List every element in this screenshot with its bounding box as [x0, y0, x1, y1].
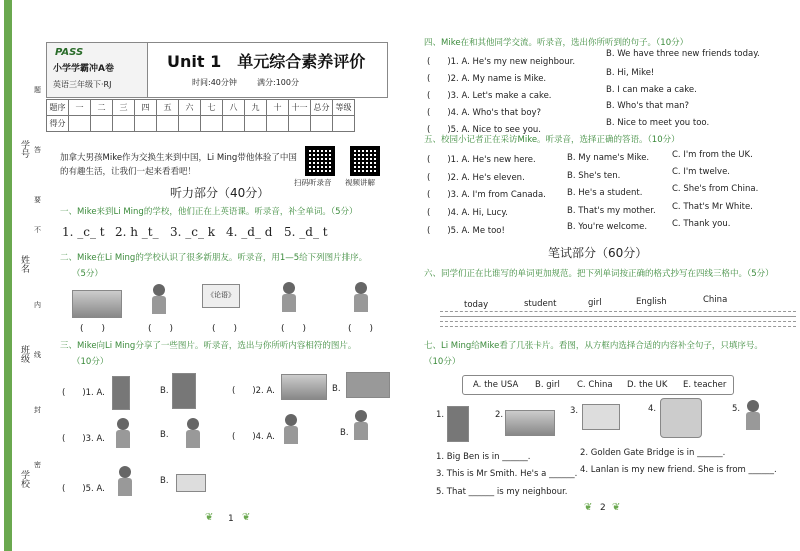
word-girl: girl [588, 298, 602, 308]
binding-strip [4, 0, 12, 551]
q7-sentence-1[interactable]: 1. Big Ben is in ______. [436, 452, 531, 462]
score-cell[interactable] [91, 116, 113, 132]
q3-score: （10分） [72, 357, 109, 367]
q7-option-box [462, 375, 734, 395]
q3-item-3a[interactable]: ( )3. A. [62, 434, 105, 444]
q7-sentence-5[interactable]: 5. That ______ is my neighbour. [436, 487, 568, 497]
picture-big-ben [172, 373, 196, 409]
score-cell[interactable] [289, 116, 311, 132]
q3-item-3b: B. [160, 430, 169, 440]
q1-item-4: 4. _d_ d [226, 225, 273, 239]
q5-item-5a[interactable]: ( )5. A. Me too! [427, 226, 505, 236]
leaf-icon: ❦ [205, 512, 214, 523]
score-header-cell: 十 [267, 100, 289, 116]
q5-title: 五、校园小记者正在采访Mike。听录音，选择正确的答语。（10分） [424, 135, 680, 145]
picture-girl [150, 284, 168, 314]
q4-item-1b: B. We have three new friends today. [606, 49, 760, 59]
side-label-class: 班级 [19, 345, 29, 363]
q3-item-2a[interactable]: ( )2. A. [232, 386, 275, 396]
q3-item-1a[interactable]: ( )1. A. [62, 388, 105, 398]
score-header-cell: 六 [179, 100, 201, 116]
exam-header [46, 42, 388, 98]
picture-student [184, 418, 202, 448]
q6-title: 六、同学们正在比谁写的单词更加规范。把下列单词按正确的格式抄写在四线三格中。（5分） [424, 269, 774, 279]
q7-num-3: 3. [570, 406, 579, 416]
q3-title: 三、Mike向Li Ming分享了一些图片。听录音，选出与你所听内容相符的图片。 [60, 341, 357, 351]
picture-big-ben [447, 406, 469, 442]
q4-item-3b: B. I can make a cake. [606, 85, 697, 95]
q5-item-4c: C. That's Mr White. [672, 202, 753, 212]
side-mark: 不 [34, 226, 41, 234]
q7-num-5: 5. [732, 404, 741, 414]
side-mark: 答 [34, 146, 41, 154]
score-header-cell: 等级 [333, 100, 355, 116]
option-d: D. the UK [627, 380, 668, 390]
score-header-cell: 总分 [311, 100, 333, 116]
q5-item-5c: C. Thank you. [672, 219, 731, 229]
pass-logo: PASS [55, 47, 84, 58]
written-section-title: 笔试部分（60分） [548, 246, 648, 260]
q2-answer-5[interactable]: ( ) [348, 324, 374, 334]
q1-item-2: 2. h _t_ [115, 225, 159, 239]
q1-item-1: 1. _c_ t [62, 225, 105, 239]
q4-title: 四、Mike在和其他同学交流。听录音，选出你所听到的句子。（10分） [424, 38, 689, 48]
picture-woman [352, 282, 370, 312]
qr-code-icon[interactable] [305, 146, 335, 176]
score-header-cell: 八 [223, 100, 245, 116]
q5-item-4b: B. That's my mother. [567, 206, 656, 216]
qr-code-icon[interactable] [350, 146, 380, 176]
q3-item-4a[interactable]: ( )4. A. [232, 432, 275, 442]
listening-section-title: 听力部分（40分） [170, 186, 270, 200]
score-cell[interactable] [223, 116, 245, 132]
q1-title: 一、Mike来到Li Ming的学校，他们正在上英语课。听录音，补全单词。（5分） [60, 207, 358, 217]
option-b: B. girl [535, 380, 560, 390]
q4-item-4b: B. Who's that man? [606, 101, 690, 111]
score-header-cell: 四 [135, 100, 157, 116]
picture-teacher [116, 466, 134, 496]
score-cell[interactable] [157, 116, 179, 132]
q3-item-2b: B. [332, 384, 341, 394]
q4-item-5b: B. Nice to meet you too. [606, 118, 710, 128]
side-mark: 内 [34, 301, 41, 309]
picture-china-map [660, 398, 702, 438]
word-student: student [524, 299, 557, 309]
picture-woman [282, 414, 300, 444]
q5-item-3b: B. He's a student. [567, 188, 643, 198]
q4-item-1a[interactable]: ( )1. A. He's my new neighbour. [427, 57, 576, 67]
q7-title: 七、Li Ming给Mike看了几张卡片。看图，从方框内选择合适的内容补全句子，只填序号。（10分） [424, 341, 763, 367]
q2-answer-4[interactable]: ( ) [281, 324, 307, 334]
score-cell[interactable] [311, 116, 333, 132]
leaf-icon: ❦ [584, 502, 593, 513]
picture-teacher [280, 282, 298, 312]
q2-score: （5分） [72, 269, 103, 279]
writing-line[interactable] [440, 326, 796, 327]
q3-item-4b: B. [340, 428, 349, 438]
time-limit: 时间:40分钟 [192, 78, 237, 87]
full-score: 满分:100分 [257, 78, 299, 87]
q7-sentence-3[interactable]: 3. This is Mr Smith. He's a ______. [436, 469, 578, 479]
q4-item-5a[interactable]: ( )5. A. Nice to see you. [427, 125, 541, 135]
grade-label: 英语三年级下·RJ [53, 80, 112, 89]
side-label-student-number: 学号 [19, 140, 29, 158]
picture-girl [744, 400, 762, 430]
picture-book [202, 284, 240, 308]
q5-item-5b: B. You're welcome. [567, 222, 648, 232]
score-header-cell: 题序 [47, 100, 69, 116]
option-a: A. the USA [473, 380, 519, 390]
page-number-2: 2 [600, 503, 606, 513]
score-header-cell: 三 [113, 100, 135, 116]
writing-line[interactable] [440, 321, 796, 322]
score-cell[interactable] [267, 116, 289, 132]
leaf-icon: ❦ [242, 512, 251, 523]
side-mark: 题 [34, 86, 41, 94]
word-english: English [636, 297, 667, 307]
word-china: China [703, 295, 728, 305]
series-box [47, 43, 148, 97]
q2-title: 二、Mike在Li Ming的学校认识了很多新朋友。听录音，用1—5给下列图片排序。 [60, 253, 368, 263]
q4-item-2b: B. Hi, Mike! [606, 68, 655, 78]
q5-item-2a[interactable]: ( )2. A. He's eleven. [427, 173, 525, 183]
q7-sentence-2[interactable]: 2. Golden Gate Bridge is in ______. [580, 448, 726, 458]
score-header-cell: 一 [69, 100, 91, 116]
q1-item-5: 5. _d_ t [284, 225, 328, 239]
q2-answer-3[interactable]: ( ) [212, 324, 238, 334]
picture-great-wall [346, 372, 390, 398]
picture-golden-gate [505, 410, 555, 436]
picture-golden-gate [72, 290, 122, 318]
q5-item-2b: B. She's ten. [567, 171, 621, 181]
q5-item-4a[interactable]: ( )4. A. Hi, Lucy. [427, 208, 508, 218]
score-row-label: 得分 [47, 116, 69, 132]
q5-item-3c: C. She's from China. [672, 184, 759, 194]
q2-answer-2[interactable]: ( ) [148, 324, 174, 334]
q4-item-4a[interactable]: ( )4. A. Who's that boy? [427, 108, 542, 118]
score-table [46, 99, 355, 132]
writing-line[interactable] [440, 316, 796, 317]
writing-line[interactable] [440, 311, 796, 312]
series-name: 小学学霸冲A卷 [53, 64, 114, 74]
q7-sentence-4[interactable]: 4. Lanlan is my new friend. She is from ______. [580, 465, 777, 475]
q5-item-1a[interactable]: ( )1. A. He's new here. [427, 155, 536, 165]
picture-girl [114, 418, 132, 448]
book-title: 《论语》 [207, 291, 235, 299]
score-cell[interactable] [69, 116, 91, 132]
picture-tower [112, 376, 130, 410]
leaf-icon: ❦ [612, 502, 621, 513]
score-cell[interactable] [333, 116, 355, 132]
score-header-cell: 五 [157, 100, 179, 116]
q4-item-3a[interactable]: ( )3. A. Let's make a cake. [427, 91, 552, 101]
q5-item-2c: C. I'm twelve. [672, 167, 731, 177]
intro-text: 加拿大男孩Mike作为交换生来到中国，Li Ming带他体验了中国的有趣生活，让我们一起来看看吧！ [60, 153, 297, 177]
score-cell[interactable] [201, 116, 223, 132]
q2-answer-1[interactable]: ( ) [80, 324, 106, 334]
score-cell[interactable] [113, 116, 135, 132]
q3-item-1b: B. [160, 386, 169, 396]
q7-num-2: 2. [495, 410, 504, 420]
option-c: C. China [577, 380, 613, 390]
score-header-cell: 九 [245, 100, 267, 116]
side-mark: 封 [34, 406, 41, 414]
q5-item-1c: C. I'm from the UK. [672, 150, 753, 160]
score-header-cell: 七 [201, 100, 223, 116]
q5-item-3a[interactable]: ( )3. A. I'm from Canada. [427, 190, 546, 200]
q7-num-1: 1. [436, 410, 445, 420]
side-mark: 要 [34, 196, 41, 204]
picture-bridge [281, 374, 327, 400]
score-header-cell: 二 [91, 100, 113, 116]
q1-item-3: 3. _c_ k [170, 225, 216, 239]
side-label-school: 学校 [19, 470, 29, 488]
side-mark: 线 [34, 351, 41, 359]
qr-label-audio: 扫码听录音 [294, 178, 332, 187]
picture-man [352, 410, 370, 440]
q3-item-5a[interactable]: ( )5. A. [62, 484, 105, 494]
qr-label-video: 视频讲解 [345, 178, 375, 187]
score-cell[interactable] [179, 116, 201, 132]
score-cell[interactable] [245, 116, 267, 132]
side-mark: 密 [34, 461, 41, 469]
q3-item-5b: B. [160, 476, 169, 486]
word-today: today [464, 300, 489, 310]
q4-item-2a[interactable]: ( )2. A. My name is Mike. [427, 74, 547, 84]
q5-item-1b: B. My name's Mike. [567, 153, 650, 163]
picture-teacher-board [582, 404, 620, 430]
picture-students [176, 474, 206, 492]
option-e: E. teacher [683, 380, 727, 390]
score-cell[interactable] [135, 116, 157, 132]
q7-num-4: 4. [648, 404, 657, 414]
page-title: Unit 1 单元综合素养评价 [167, 52, 366, 71]
side-label-name: 姓名 [19, 255, 29, 273]
page-number-1: 1 [228, 514, 234, 524]
score-header-cell: 十一 [289, 100, 311, 116]
